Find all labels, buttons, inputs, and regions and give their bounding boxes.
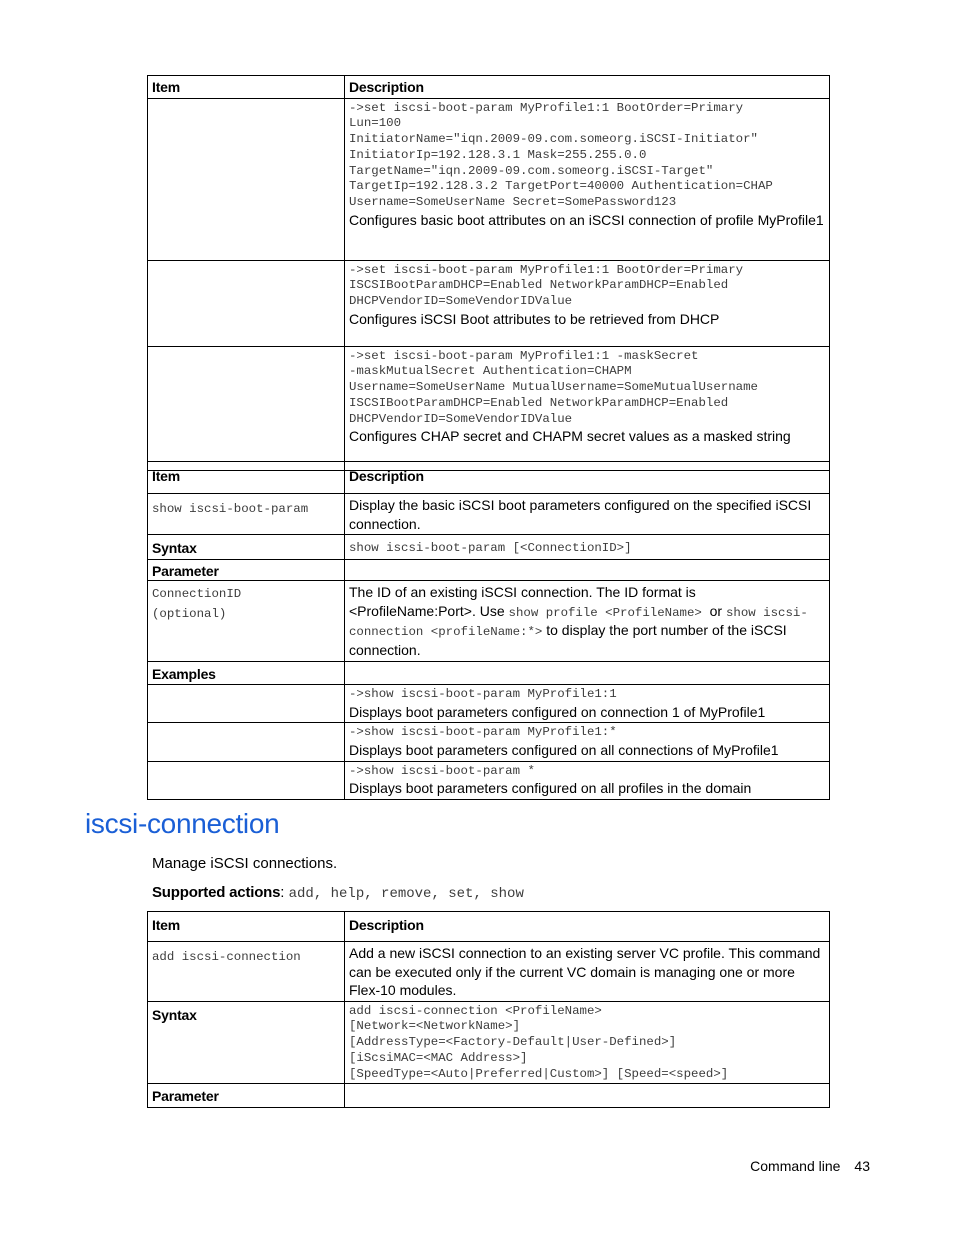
syntax-label: Syntax bbox=[148, 535, 345, 560]
page-footer bbox=[750, 1158, 870, 1174]
syntax-code: add iscsi-connection <ProfileName> [Network=<NetworkName>] [AddressType=<Factory-Default|User-Defined>] [iScsiMAC=<MAC Address>] [SpeedType=<Auto|Preferred|Custom>] [Speed=<speed>] bbox=[349, 1003, 729, 1081]
supported-actions-label: Supported actions bbox=[152, 884, 281, 901]
command-row bbox=[148, 494, 830, 535]
command-name bbox=[148, 494, 345, 535]
syntax-cell bbox=[345, 535, 830, 560]
param-code: show profile <ProfileName> bbox=[508, 605, 702, 620]
empty-cell bbox=[345, 661, 830, 685]
empty-cell bbox=[148, 723, 345, 761]
table-row bbox=[148, 98, 830, 260]
description-cell bbox=[345, 260, 830, 346]
example-description: Configures CHAP secret and CHAPM secret values as a masked string bbox=[349, 428, 791, 445]
supported-actions-list: add, help, remove, set, show bbox=[288, 886, 524, 902]
add-iscsi-connection-table bbox=[147, 911, 830, 1108]
example-cell bbox=[345, 685, 830, 723]
set-iscsi-boot-param-examples-table bbox=[147, 75, 830, 471]
table-row bbox=[148, 346, 830, 470]
item-cell bbox=[148, 346, 345, 470]
header-item: Item bbox=[148, 76, 345, 99]
empty-cell bbox=[345, 1084, 830, 1108]
item-cell bbox=[148, 260, 345, 346]
section-title: iscsi-connection bbox=[85, 808, 280, 839]
example-description: Configures basic boot attributes on an iSCSI connection of profile MyProfile1 bbox=[349, 212, 824, 229]
empty-cell bbox=[345, 559, 830, 581]
parameter-description bbox=[345, 581, 830, 662]
parameter-name-text: ConnectionID (optional) bbox=[152, 587, 242, 621]
header-description: Description bbox=[345, 912, 830, 942]
command-name-text: show iscsi-boot-param bbox=[152, 502, 309, 516]
example-command: ->show iscsi-boot-param MyProfile1:1 bbox=[349, 687, 617, 702]
command-description: Add a new iSCSI connection to an existing server VC profile. This command can be executed only if the current VC domain is managing one or more Flex-10 modules. bbox=[345, 942, 830, 1002]
table-header-row bbox=[148, 912, 830, 942]
example-description: Configures iSCSI Boot attributes to be retrieved from DHCP bbox=[349, 310, 720, 327]
example-command: ->show iscsi-boot-param MyProfile1:* bbox=[349, 725, 617, 740]
example-cell bbox=[345, 761, 830, 799]
command-description: Display the basic iSCSI boot parameters configured on the specified iSCSI connection. bbox=[345, 494, 830, 535]
parameter-label-row bbox=[148, 1084, 830, 1108]
parameter-name bbox=[148, 581, 345, 662]
example-command: ->set iscsi-boot-param MyProfile1:1 -maskSecret -maskMutualSecret Authentication=CHAPM Username=SomeUserName MutualUsername=SomeMutualUsername ISCSIBootParamDHCP=Enabled NetworkParamDHCP=Enabled DHCPVendorID=SomeVendorIDValue bbox=[349, 348, 758, 426]
command-row bbox=[148, 942, 830, 1002]
param-text: to display the port number of the iSCSI connection. bbox=[349, 622, 787, 659]
command-name-text: add iscsi-connection bbox=[152, 950, 301, 964]
example-command: ->set iscsi-boot-param MyProfile1:1 BootOrder=Primary ISCSIBootParamDHCP=Enabled NetworkParamDHCP=Enabled DHCPVendorID=SomeVendorIDValue bbox=[349, 262, 744, 309]
example-description: Displays boot parameters configured on connection 1 of MyProfile1 bbox=[349, 703, 766, 720]
parameter-label-row bbox=[148, 559, 830, 581]
example-row bbox=[148, 761, 830, 799]
param-text: or bbox=[701, 602, 726, 619]
syntax-row bbox=[148, 1001, 830, 1084]
param-text: The ID of an existing iSCSI connection. The ID format is <ProfileName:Port>. Use bbox=[349, 584, 696, 619]
table-header-row bbox=[148, 462, 830, 494]
item-cell bbox=[148, 98, 345, 260]
header-description: Description bbox=[345, 76, 830, 99]
table-header-row bbox=[148, 76, 830, 99]
table-row bbox=[148, 260, 830, 346]
param-code: show iscsi-connection <profileName:*> bbox=[349, 605, 808, 640]
syntax-label: Syntax bbox=[148, 1001, 345, 1084]
examples-label-row bbox=[148, 661, 830, 685]
header-description: Description bbox=[345, 462, 830, 494]
example-command: ->set iscsi-boot-param MyProfile1:1 BootOrder=Primary Lun=100 InitiatorName="iqn.2009-09.com.someorg.iSCSI-Initiator" InitiatorIp=192.128.3.1 Mask=255.255.0.0 TargetName="iqn.2009-09.com.someorg.iSCSI-Target" TargetIp=192.128.3.2 TargetPort=40000 Authentication=CHAP Username=SomeUserName Secret=SomePassword123 bbox=[349, 100, 773, 210]
example-row bbox=[148, 685, 830, 723]
example-command: ->show iscsi-boot-param * bbox=[349, 763, 535, 778]
syntax-code: show iscsi-boot-param [<ConnectionID>] bbox=[349, 541, 632, 555]
footer-section: Command line bbox=[750, 1158, 841, 1174]
examples-label: Examples bbox=[148, 661, 345, 685]
header-item: Item bbox=[148, 912, 345, 942]
syntax-row bbox=[148, 535, 830, 560]
description-cell bbox=[345, 98, 830, 260]
command-name bbox=[148, 942, 345, 1002]
show-iscsi-boot-param-table bbox=[147, 461, 830, 800]
parameter-row bbox=[148, 581, 830, 662]
header-item: Item bbox=[148, 462, 345, 494]
parameter-label: Parameter bbox=[148, 1084, 345, 1108]
syntax-cell bbox=[345, 1001, 830, 1084]
parameter-label: Parameter bbox=[148, 559, 345, 581]
example-description: Displays boot parameters configured on all connections of MyProfile1 bbox=[349, 742, 779, 759]
example-cell bbox=[345, 723, 830, 761]
empty-cell bbox=[148, 685, 345, 723]
section-intro: Manage iSCSI connections. bbox=[152, 855, 338, 872]
empty-cell bbox=[148, 761, 345, 799]
example-row bbox=[148, 723, 830, 761]
description-cell bbox=[345, 346, 830, 470]
supported-actions bbox=[152, 884, 524, 903]
supported-actions-colon: : bbox=[280, 884, 289, 901]
example-description: Displays boot parameters configured on all profiles in the domain bbox=[349, 780, 752, 797]
page-number: 43 bbox=[854, 1158, 870, 1174]
